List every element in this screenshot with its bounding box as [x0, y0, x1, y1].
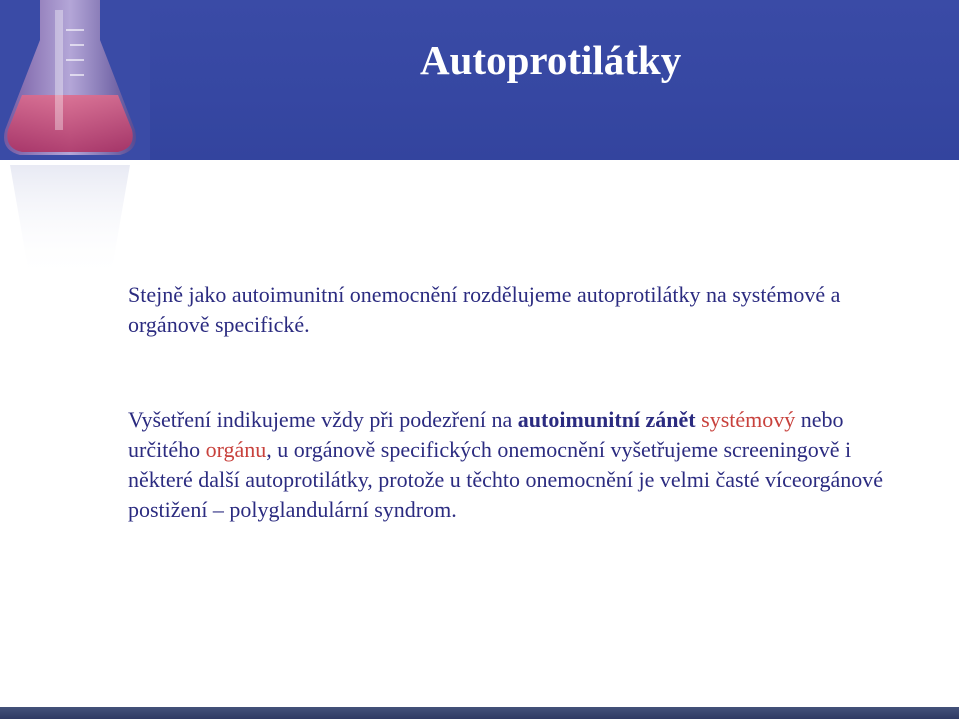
term-autoimmune-inflammation: autoimunitní zánět [517, 407, 696, 432]
indication-intro: Vyšetření indikujeme vždy při podezření na [128, 407, 518, 432]
indication-rest: , u orgánově specifických onemocnění vyšetřujeme screeningově i některé další autoprotilátky, protože u těchto onemocnění je velmi časté víceorgánové postižení – polyglandulární syndrom. [128, 437, 884, 522]
indication-middle: nebo určitého [128, 407, 844, 462]
paragraph-classification: Stejně jako autoimunitní onemocnění rozdělujeme autoprotilátky na systémové a orgánově specifické. [128, 282, 841, 337]
footer-band [0, 707, 959, 719]
term-organ: orgánu [205, 437, 267, 462]
slide-title: Autoprotilátky [420, 37, 682, 83]
paragraph-indication [128, 405, 908, 525]
flask-icon [0, 0, 150, 280]
term-systemic: systémový [701, 407, 796, 432]
